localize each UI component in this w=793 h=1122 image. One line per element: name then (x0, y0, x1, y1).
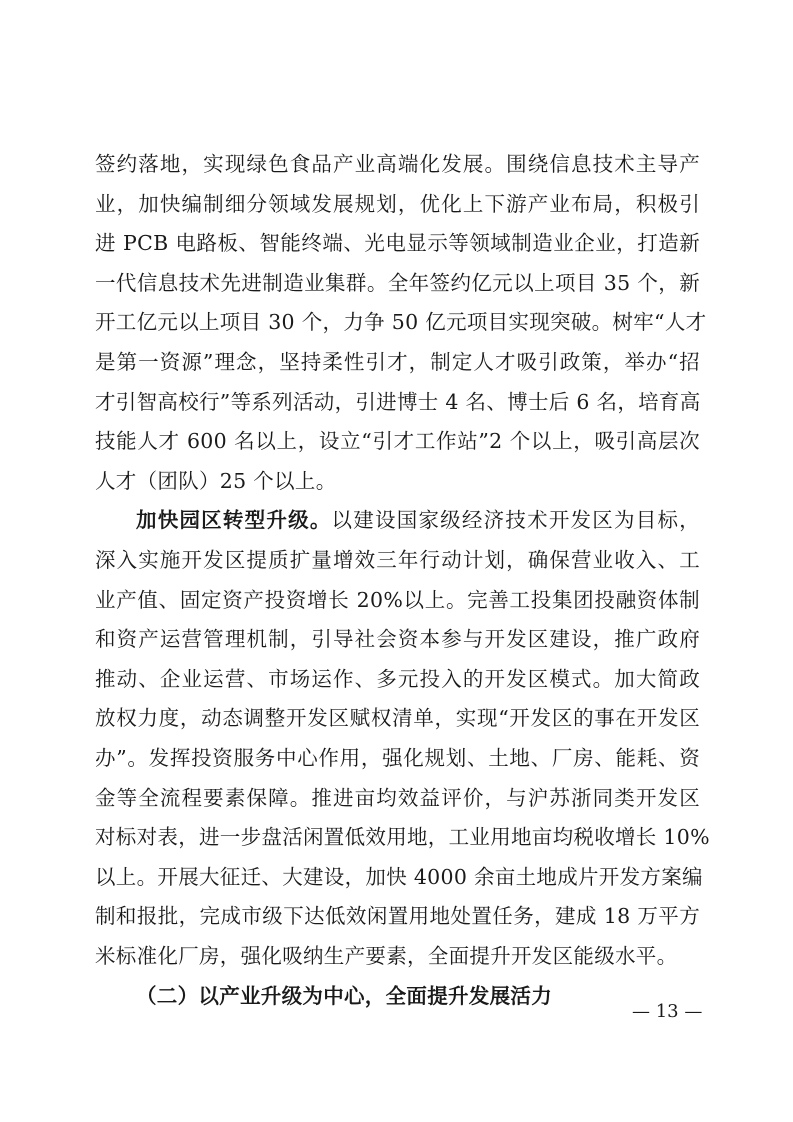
paragraph-2-line-3: 业产值、固定资产投资增长 20%以上。完善工投集团投融资体制 (95, 587, 700, 612)
paragraph-1-line-6: 是第一资源”理念，坚持柔性引才，制定人才吸引政策，举办“招 (95, 350, 700, 374)
page-number: — 13 — (632, 1001, 703, 1022)
paragraph-2-line-6: 放权力度，动态调整开发区赋权清单，实现“开发区的事在开发区 (95, 706, 700, 731)
paragraph-2-line-10: 以上。开展大征迁、大建设，加快 4000 余亩土地成片开发方案编 (95, 864, 703, 889)
paragraph-2-first-line-rest: 以建设国家级经济技术开发区为目标， (331, 508, 700, 533)
paragraph-2-line-4: 和资产运营管理机制，引导社会资本参与开发区建设，推广政府 (95, 627, 700, 652)
paragraph-1-line-3: 进 PCB 电路板、智能终端、光电显示等领域制造业企业，打造新 (95, 231, 700, 256)
paragraph-2-line-11: 制和报批，完成市级下达低效闲置用地处置任务，建成 18 万平方 (95, 904, 700, 929)
paragraph-2-line-5: 推动、企业运营、市场运作、多元投入的开发区模式。加大简政 (95, 666, 700, 691)
paragraph-2-lead: 加快园区转型升级。 (136, 508, 332, 533)
paragraph-1-line-1: 签约落地，实现绿色食品产业高端化发展。围绕信息技术主导产 (95, 152, 700, 176)
paragraph-2-line-1 (136, 506, 700, 534)
paragraph-1-line-8: 技能人才 600 名以上，设立“引才工作站”2 个以上，吸引高层次 (95, 429, 700, 454)
paragraph-1-line-4: 一代信息技术先进制造业集群。全年签约亿元以上项目 35 个，新 (95, 270, 700, 295)
paragraph-2-line-9: 对标对表，进一步盘活闲置低效用地，工业用地亩均税收增长 10% (95, 825, 710, 850)
paragraph-2-line-2: 深入实施开发区提质扩量增效三年行动计划，确保营业收入、工 (95, 548, 700, 572)
paragraph-1-line-2: 业，加快编制细分领域发展规划，优化上下游产业布局，积极引 (95, 191, 700, 216)
paragraph-1-line-9: 人才（团队）25 个以上。 (95, 468, 337, 493)
paragraph-1-line-7: 才引智高校行”等系列活动，引进博士 4 名、博士后 6 名，培育高 (95, 389, 701, 414)
paragraph-1-line-5: 开工亿元以上项目 30 个，力争 50 亿元项目实现突破。树牢“人才 (95, 310, 707, 335)
paragraph-2-line-7: 办”。发挥投资服务中心作用，强化规划、土地、厂房、能耗、资 (95, 746, 700, 770)
paragraph-2-line-8: 金等全流程要素保障。推进亩均效益评价，与沪苏浙同类开发区 (95, 785, 700, 810)
section-heading: （二）以产业升级为中心，全面提升发展活力 (136, 983, 552, 1008)
paragraph-2-line-12: 米标准化厂房，强化吸纳生产要素，全面提升开发区能级水平。 (95, 944, 678, 968)
